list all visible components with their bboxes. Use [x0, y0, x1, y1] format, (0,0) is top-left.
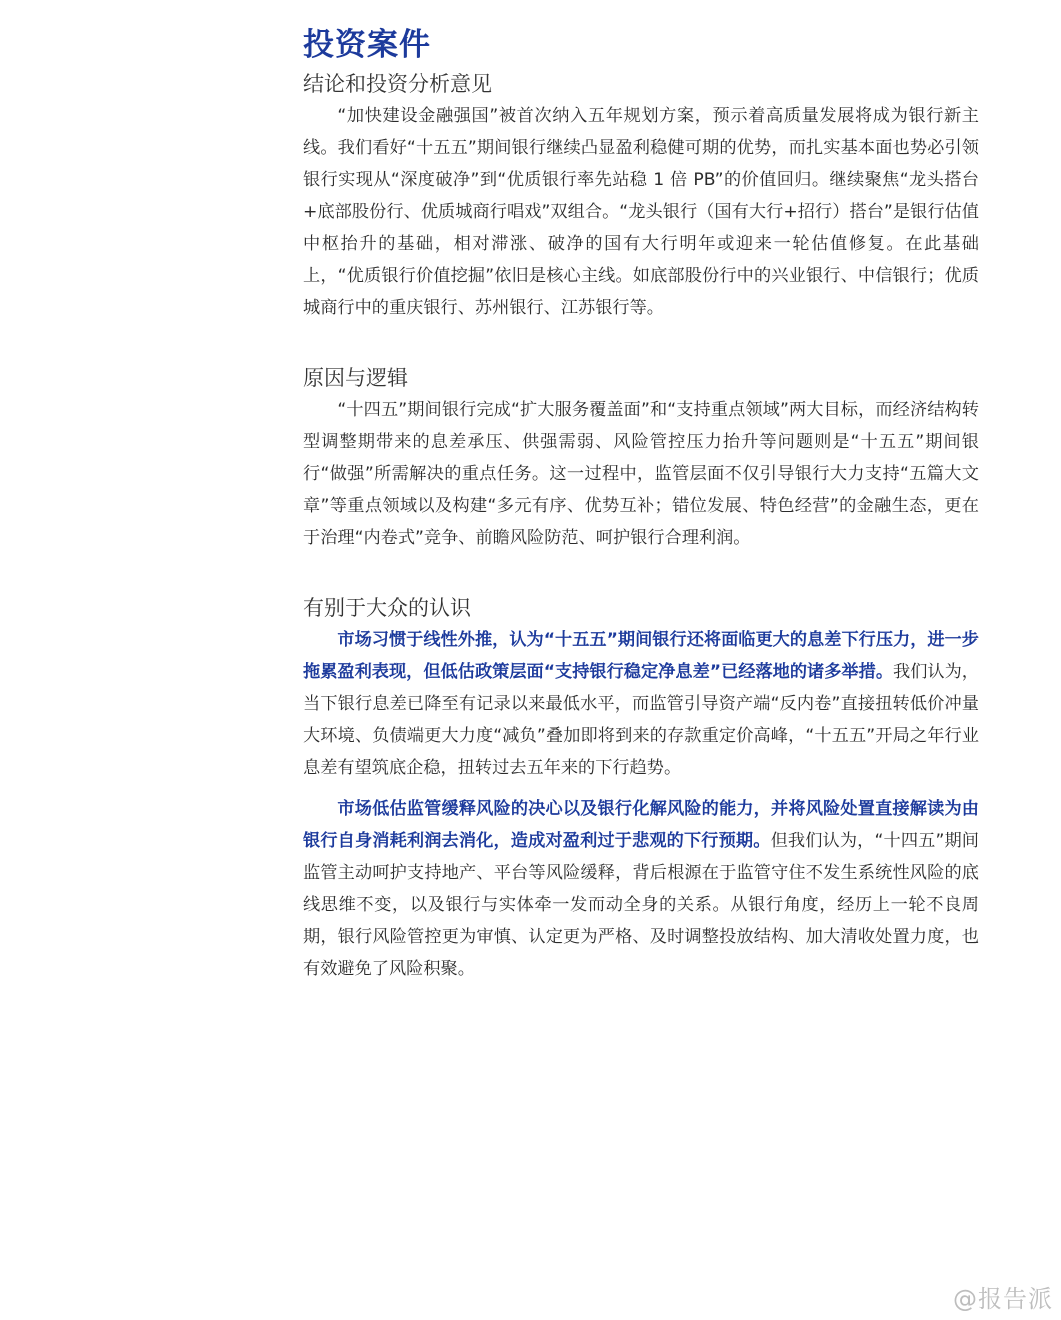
paragraph-text: 但我们认为，“十四五”期间监管主动呵护支持地产、平台等风险缓释，背后根源在于监管守住不发生系统性风险的底线思维不变，以及银行与实体牵一发而动全身的关系。从银行角度，经历上一轮不良周期，银行风险管控更为审慎、认定更为严格、及时调整投放结构、加大清收处置力度，也有效避免了风险积聚。: [303, 831, 979, 979]
paragraph-text: 我们认为，当下银行息差已降至有记录以来最低水平，而监管引导资产端“反内卷”直接扭转低价冲量大环境、负债端更大力度“减负”叠加即将到来的存款重定价高峰，“十五五”开局之年行业息差有望筑底企稳，扭转过去五年来的下行趋势。: [303, 662, 979, 778]
paragraph-text: “十四五”期间银行完成“扩大服务覆盖面”和“支持重点领域”两大目标，而经济结构转型调整期带来的息差承压、供强需弱、风险管控压力抬升等问题则是“十五五”期间银行“做强”所需解决的重点任务。这一过程中，监管层面不仅引导银行大力支持“五篇大文章”等重点领域以及构建“多元有序、优势互补；错位发展、特色经营”的金融生态，更在于治理“内卷式”竞争、前瞻风险防范、呵护银行合理利润。: [303, 400, 979, 548]
paragraph-view-1: [303, 624, 979, 784]
section-heading-reasons: 原因与逻辑: [303, 366, 408, 390]
section-heading-conclusion: 结论和投资分析意见: [303, 72, 492, 96]
paragraph-text: “加快建设金融强国”被首次纳入五年规划方案，预示着高质量发展将成为银行新主线。我们看好“十五五”期间银行继续凸显盈利稳健可期的优势，而扎实基本面也势必引领银行实现从“深度破净”到“优质银行率先站稳 1 倍 PB”的价值回归。继续聚焦“龙头搭台+底部股份行、优质城商行唱戏”双组合。“龙头银行（国有大行+招行）搭台”是银行估值中枢抬升的基础，相对滞涨、破净的国有大行明年或迎来一轮估值修复。在此基础上，“优质银行价值挖掘”依旧是核心主线。如底部股份行中的兴业银行、中信银行；优质城商行中的重庆银行、苏州银行、江苏银行等。: [303, 106, 979, 318]
report-content: [303, 22, 979, 985]
paragraph-view-2: [303, 793, 979, 985]
watermark-text: @报告派: [953, 1285, 1053, 1313]
paragraph-reasons: [303, 394, 979, 554]
section-heading-different-view: 有别于大众的认识: [303, 596, 471, 620]
paragraph-conclusion: [303, 100, 979, 324]
highlight-text: 市场低估监管缓释风险的决心以及银行化解风险的能力，并将风险处置直接解读为由银行自身消耗利润去消化，造成对盈利过于悲观的下行预期。: [303, 799, 979, 851]
highlight-text: 市场习惯于线性外推，认为“十五五”期间银行还将面临更大的息差下行压力，进一步拖累盈利表现，但低估政策层面“支持银行稳定净息差”已经落地的诸多举措。: [303, 630, 979, 682]
page-title: 投资案件: [303, 27, 431, 63]
